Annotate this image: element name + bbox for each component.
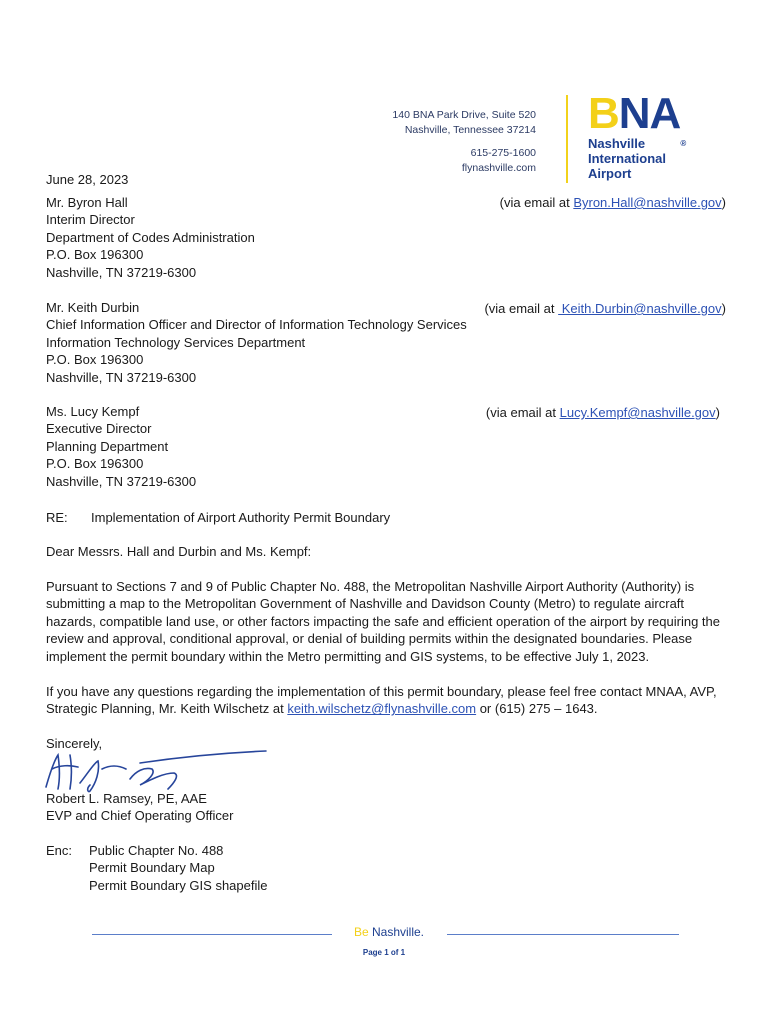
recipient-line: P.O. Box 196300: [46, 247, 144, 263]
address-line-2: Nashville, Tennessee 37214: [404, 124, 536, 136]
phone: 615-275-1600: [470, 147, 536, 159]
letterhead-divider: [566, 95, 568, 183]
recipient-line: Planning Department: [46, 438, 169, 454]
email-link-wilschetz[interactable]: keith.wilschetz@flynashville.com: [287, 701, 477, 717]
recipient-block-kempf: [46, 403, 196, 490]
signer-title: EVP and Chief Operating Officer: [46, 808, 234, 823]
logo-name-line-3: Airport: [588, 166, 632, 181]
recipient-line: Nashville, TN 37219-6300: [46, 473, 197, 489]
recipient-line: Nashville, TN 37219-6300: [46, 264, 197, 280]
logo-name-line-1: Nashville: [588, 136, 646, 151]
address-line-1: 140 BNA Park Drive, Suite 520: [392, 109, 536, 121]
body-paragraph-2: [46, 683, 726, 718]
paragraph-line: Strategic Planning, Mr. Keith Wilschetz at keith.wilschetz@flynashville.com or (615) 275 – 1643.: [46, 701, 598, 717]
recipient-block-hall: [46, 194, 255, 281]
via-email-kempf: (via email at Lucy.Kempf@nashville.gov): [485, 405, 720, 420]
recipient-line: Nashville, TN 37219-6300: [46, 369, 197, 385]
bna-logo-mark: BNA®: [588, 89, 686, 148]
recipient-line: Chief Information Officer and Director of Information Technology Services: [46, 317, 467, 333]
paragraph-line: submitting a map to the Metropolitan Government of Nashville and Davidson County (Metro) to regulate aircraft: [46, 596, 685, 612]
footer-rule-right: [447, 934, 679, 935]
bna-logo: [588, 89, 728, 181]
salutation: Dear Messrs. Hall and Durbin and Ms. Kempf:: [46, 544, 312, 559]
footer-tagline: Be Nashville.: [353, 925, 425, 939]
enclosure-item: Public Chapter No. 488: [89, 843, 224, 858]
recipient-line: Department of Codes Administration: [46, 229, 255, 245]
recipient-line: Mr. Byron Hall: [46, 195, 128, 210]
recipient-line: Interim Director: [46, 212, 135, 228]
recipient-line: Information Technology Services Department: [46, 334, 306, 350]
signer-name: Robert L. Ramsey, PE, AAE: [46, 791, 207, 806]
closing: Sincerely,: [46, 736, 103, 751]
paragraph-line: review and approval, conditional approval, or denial of building permits within the designated boundaries. Please: [46, 631, 693, 647]
paragraph-line: implement the permit boundary within the Metro permitting and GIS systems, to be effective July 1, 2023.: [46, 648, 650, 664]
enclosures-list: [89, 842, 267, 894]
enclosure-item: Permit Boundary GIS shapefile: [89, 877, 268, 893]
paragraph-line: If you have any questions regarding the implementation of this permit boundary, please feel free contact MNAA, AVP,: [46, 684, 717, 699]
recipient-line: P.O. Box 196300: [46, 352, 144, 368]
via-email-durbin: (via email at Keith.Durbin@nashville.gov): [484, 301, 726, 316]
recipient-line: Executive Director: [46, 421, 152, 437]
enc-label: Enc:: [46, 843, 73, 858]
letterhead-address: [296, 108, 536, 176]
paragraph-line: Pursuant to Sections 7 and 9 of Public Chapter No. 488, the Metropolitan Nashville Airport Authority (Authority) is: [46, 579, 695, 594]
footer-rule-left: [92, 934, 332, 935]
email-link-kempf[interactable]: Lucy.Kempf@nashville.gov: [559, 405, 716, 420]
email-link-hall[interactable]: Byron.Hall@nashville.gov: [573, 195, 722, 210]
recipient-line: Mr. Keith Durbin: [46, 300, 140, 315]
page-number: Page 1 of 1: [362, 948, 406, 957]
recipient-block-durbin: [46, 299, 467, 386]
enclosure-item: Permit Boundary Map: [89, 860, 215, 876]
recipient-line: P.O. Box 196300: [46, 456, 144, 472]
via-email-hall: (via email at Byron.Hall@nashville.gov): [499, 195, 726, 210]
email-link-durbin[interactable]: Keith.Durbin@nashville.gov: [558, 301, 722, 316]
letter-date: June 28, 2023: [46, 172, 129, 187]
paragraph-line: hazards, compatible land use, or other factors impacting the safe and efficient operation of the airport by requiring the: [46, 613, 720, 629]
re-label: RE:: [46, 510, 68, 525]
re-subject: Implementation of Airport Authority Permit Boundary: [91, 510, 391, 525]
handwritten-signature: [40, 743, 270, 795]
website: flynashville.com: [461, 162, 536, 174]
recipient-line: Ms. Lucy Kempf: [46, 404, 140, 419]
body-paragraph-1: [46, 578, 726, 665]
logo-name-line-2: International: [588, 151, 667, 166]
